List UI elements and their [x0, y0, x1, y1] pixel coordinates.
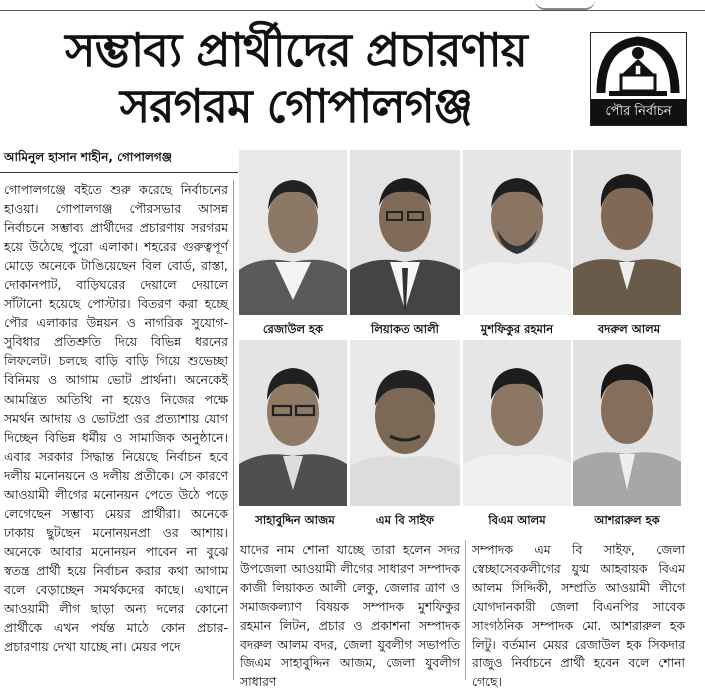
article-body-left: গোপালগঞ্জে বইতে শুরু করেছে নির্বাচনের হাওয়া। গোপালগঞ্জ পৌরসভার আসন্ন নির্বাচনে সম্ভাব্য প্রার্থীদের প্রচারণায় সরগরম হয়ে উঠেছে পুরো এলাকা। শহরের গুরুত্বপূর্ণ মোড়ে অনেকে টাঙিয়েছেন বিল বোর্ড, রাস্তা, দোকানপাট, বাড়িঘরের দেয়ালে দেয়ালে সাঁটানো হয়েছে পোস্টার। বিতরণ করা হচ্ছে পৌর এলাকার উন্নয়ন ও নাগরিক সুযোগ-সুবিধার প্রতিশ্রুতি দিয়ে বিভিন্ন ধরনের লিফলেট। চলছে বাড়ি বাড়ি গিয়ে শুভেচ্ছা বিনিময় ও আগাম ভোট প্রার্থনা। অনেকেই আমন্ত্রিত অতিথি না হয়েও নিজের পক্ষে সমর্থন আদায় ও ভোটপ্রা ওর প্রত্যাশায় যোগ দিচ্ছেন বিভিন্ন ধর্মীয় ও সামাজিক অনুষ্ঠানে। এবার সরকার সিদ্ধান্ত নিয়েছে নির্বাচন হবে দলীয় মনোনয়নে ও দলীয় প্রতীকে। সে কারণে আওয়ামী লীগের মনোনয়ন পেতে উঠে পড়ে লেগেছেন সম্ভাব্য মেয়র প্রার্থীরা। অনেকে ঢাকায় ছুটছেন মনোনয়নপ্রা ওর আশায়। অনেকে আবার মনোনয়ন পাবেন না বুঝে স্বতন্ত্র প্রার্থী হয়ে নির্বাচন করার কথা আগাম বলে বেড়াচ্ছেন সমর্থকদের কাছে। এখানে আওয়ামী লীগ ছাড়া অন্য দলের কোনো প্রার্থীকে এখন পর্যন্ত মাঠে কোন প্রচার-প্রচারণায় দেখা যাচ্ছে না। মেয়র পদে — [4, 182, 228, 655]
candidate-photo-8 — [573, 340, 681, 506]
logo-label: পৌর নির্বাচন — [591, 99, 686, 125]
candidate-photo-3 — [463, 150, 571, 315]
byline-rule — [0, 172, 238, 173]
top-ornament — [535, 0, 595, 10]
candidate-photo-4 — [573, 150, 681, 315]
column-divider — [233, 180, 234, 680]
article-body-right: সম্পাদক এম বি সাইফ, জেলা স্বেচ্ছাসেবকলীগের যুগ্ম আহবায়ক বিএম আলম সিদ্দিকী, সম্প্রতি আওয়ামী লীগে যোগদানকারী জেলা বিএনপির সাবেক সাংগঠনিক সম্পাদক মো. আশরারুল হক লিটু। বর্তমান মেয়র রেজাউল হক সিকদার রাজুও নির্বাচনে প্রার্থী হবেন বলে শোনা গেছে। — [472, 543, 685, 690]
candidate-name: বদরুল আলম — [597, 322, 661, 336]
candidate-name: সাহাবুদ্দিন আজম — [255, 513, 335, 527]
headline-line-1: সম্ভাব্য প্রার্থীদের প্রচারণায় — [65, 23, 527, 77]
candidate-name: বিএম আলম — [488, 513, 546, 527]
top-rule — [0, 0, 705, 11]
column-divider — [465, 540, 466, 680]
candidate-name: এম বি সাইফ — [375, 513, 435, 527]
article-body-middle: যাদের নাম শোনা যাচ্ছে তারা হলেন সদর উপজেলা আওয়ামী লীগের সাধারণ সম্পাদক কাজী লিয়াকত আলী লেকু, জেলার ত্রাণ ও সমাজকল্যাণ বিষয়ক সম্পাদক মুশফিকুর রহমান লিটন, প্রচার ও প্রকাশনা সম্পাদক বদরুল আলম বদর, জেলা যুবলীগ সভাপতি জিএম সাহাবুদ্দিন আজম, জেলা যুবলীগ সাধারণ — [240, 543, 460, 690]
election-logo — [590, 32, 687, 126]
candidate-photo-1 — [239, 150, 347, 315]
candidate-name: রেজাউল হক — [262, 322, 324, 336]
candidate-photo-6 — [350, 340, 460, 506]
candidate-photo-2 — [350, 150, 460, 315]
headline — [10, 22, 582, 134]
candidate-photo-7 — [463, 340, 571, 506]
candidate-name: লিয়াকত আলী — [371, 322, 439, 336]
candidate-photo-5 — [239, 340, 347, 506]
byline: আমিনুল হাসান শাহীন, গোপালগঞ্জ — [4, 150, 173, 164]
candidate-name: আশরারুল হক — [594, 513, 660, 527]
headline-line-2: সরগরম গোপালগঞ্জ — [119, 79, 473, 133]
ballot-emblem-icon — [591, 33, 686, 99]
candidate-name: মুশফিকুর রহমান — [480, 322, 554, 336]
